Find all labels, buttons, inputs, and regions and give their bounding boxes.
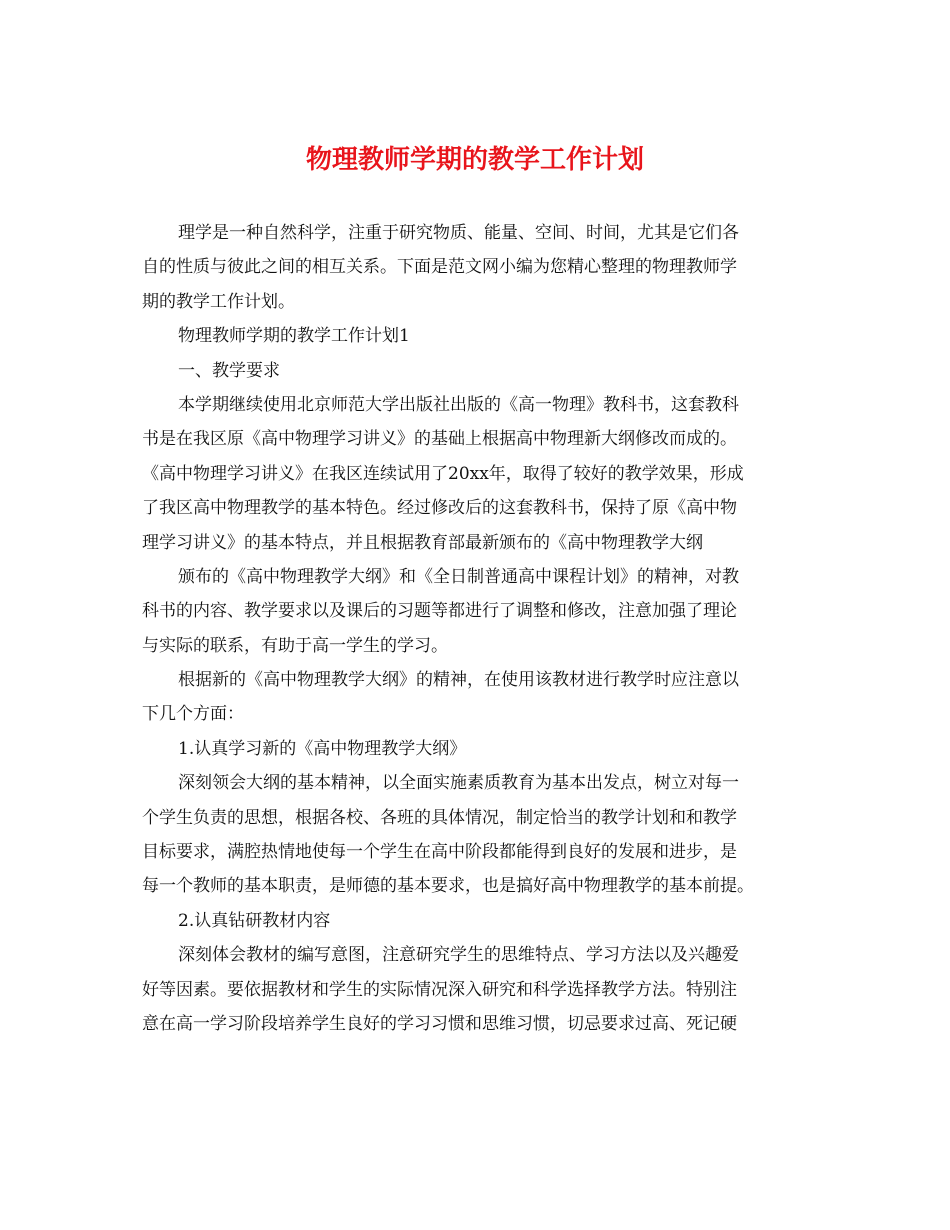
text-line: 理学习讲义》的基本特点，并且根据教育部最新颁布的《高中物理教学大纲 xyxy=(142,532,703,553)
text-line: 下几个方面： xyxy=(142,704,244,725)
text-line: 深刻领会大纲的基本精神，以全面实施素质教育为基本出发点，树立对每一 xyxy=(178,773,739,794)
text-line: 了我区高中物理教学的基本特色。经过修改后的这套教科书，保持了原《高中物 xyxy=(142,498,737,519)
text-line: 意在高一学习阶段培养学生良好的学习习惯和思维习惯，切忌要求过高、死记硬 xyxy=(142,1013,737,1034)
text-line: 物理教师学期的教学工作计划1 xyxy=(178,326,410,347)
text-line: 目标要求，满腔热情地使每一个学生在高中阶段都能得到良好的发展和进步，是 xyxy=(142,842,737,863)
document-body xyxy=(142,216,808,1041)
text-line: 《高中物理学习讲义》在我区连续试用了20xx年，取得了较好的教学效果，形成 xyxy=(142,463,744,484)
text-line: 科书的内容、教学要求以及课后的习题等都进行了调整和修改，注意加强了理论 xyxy=(142,601,737,622)
paragraph-intro xyxy=(142,216,808,319)
text-line: 自的性质与彼此之间的相互关系。下面是范文网小编为您精心整理的物理教师学 xyxy=(142,257,737,278)
list-item-2 xyxy=(142,904,808,938)
text-line: 本学期继续使用北京师范大学出版社出版的《高一物理》教科书，这套教科 xyxy=(178,394,739,415)
text-line: 1.认真学习新的《高中物理教学大纲》 xyxy=(178,738,467,759)
paragraph-item-1-detail xyxy=(142,766,808,904)
section-heading-requirements xyxy=(142,354,808,388)
paragraph-item-2-detail xyxy=(142,938,808,1041)
text-line: 一、教学要求 xyxy=(178,360,280,381)
text-line: 个学生负责的思想，根据各校、各班的具体情况，制定恰当的教学计划和和教学 xyxy=(142,807,737,828)
section-heading-plan-1 xyxy=(142,319,808,353)
text-line: 好等因素。要依据教材和学生的实际情况深入研究和科学选择教学方法。特别注 xyxy=(142,979,737,1000)
text-line: 期的教学工作计划。 xyxy=(142,291,295,312)
paragraph-textbook xyxy=(142,388,808,560)
text-line: 颁布的《高中物理教学大纲》和《全日制普通高中课程计划》的精神，对教 xyxy=(178,566,739,587)
text-line: 理学是一种自然科学，注重于研究物质、能量、空间、时间，尤其是它们各 xyxy=(178,223,739,243)
paragraph-syllabus xyxy=(142,560,808,663)
paragraph-aspects xyxy=(142,663,808,732)
list-item-1 xyxy=(142,732,808,766)
text-line: 根据新的《高中物理教学大纲》的精神，在使用该教材进行教学时应注意以 xyxy=(178,670,739,691)
document-title: 物理教师学期的教学工作计划 xyxy=(305,145,644,175)
text-line: 与实际的联系，有助于高一学生的学习。 xyxy=(142,635,448,656)
text-line: 每一个教师的基本职责，是师德的基本要求，也是搞好高中物理教学的基本前提。 xyxy=(142,876,754,897)
text-line: 深刻体会教材的编写意图，注意研究学生的思维特点、学习方法以及兴趣爱 xyxy=(178,945,739,966)
text-line: 书是在我区原《高中物理学习讲义》的基础上根据高中物理新大纲修改而成的。 xyxy=(142,429,737,450)
text-line: 2.认真钻研教材内容 xyxy=(178,910,331,931)
